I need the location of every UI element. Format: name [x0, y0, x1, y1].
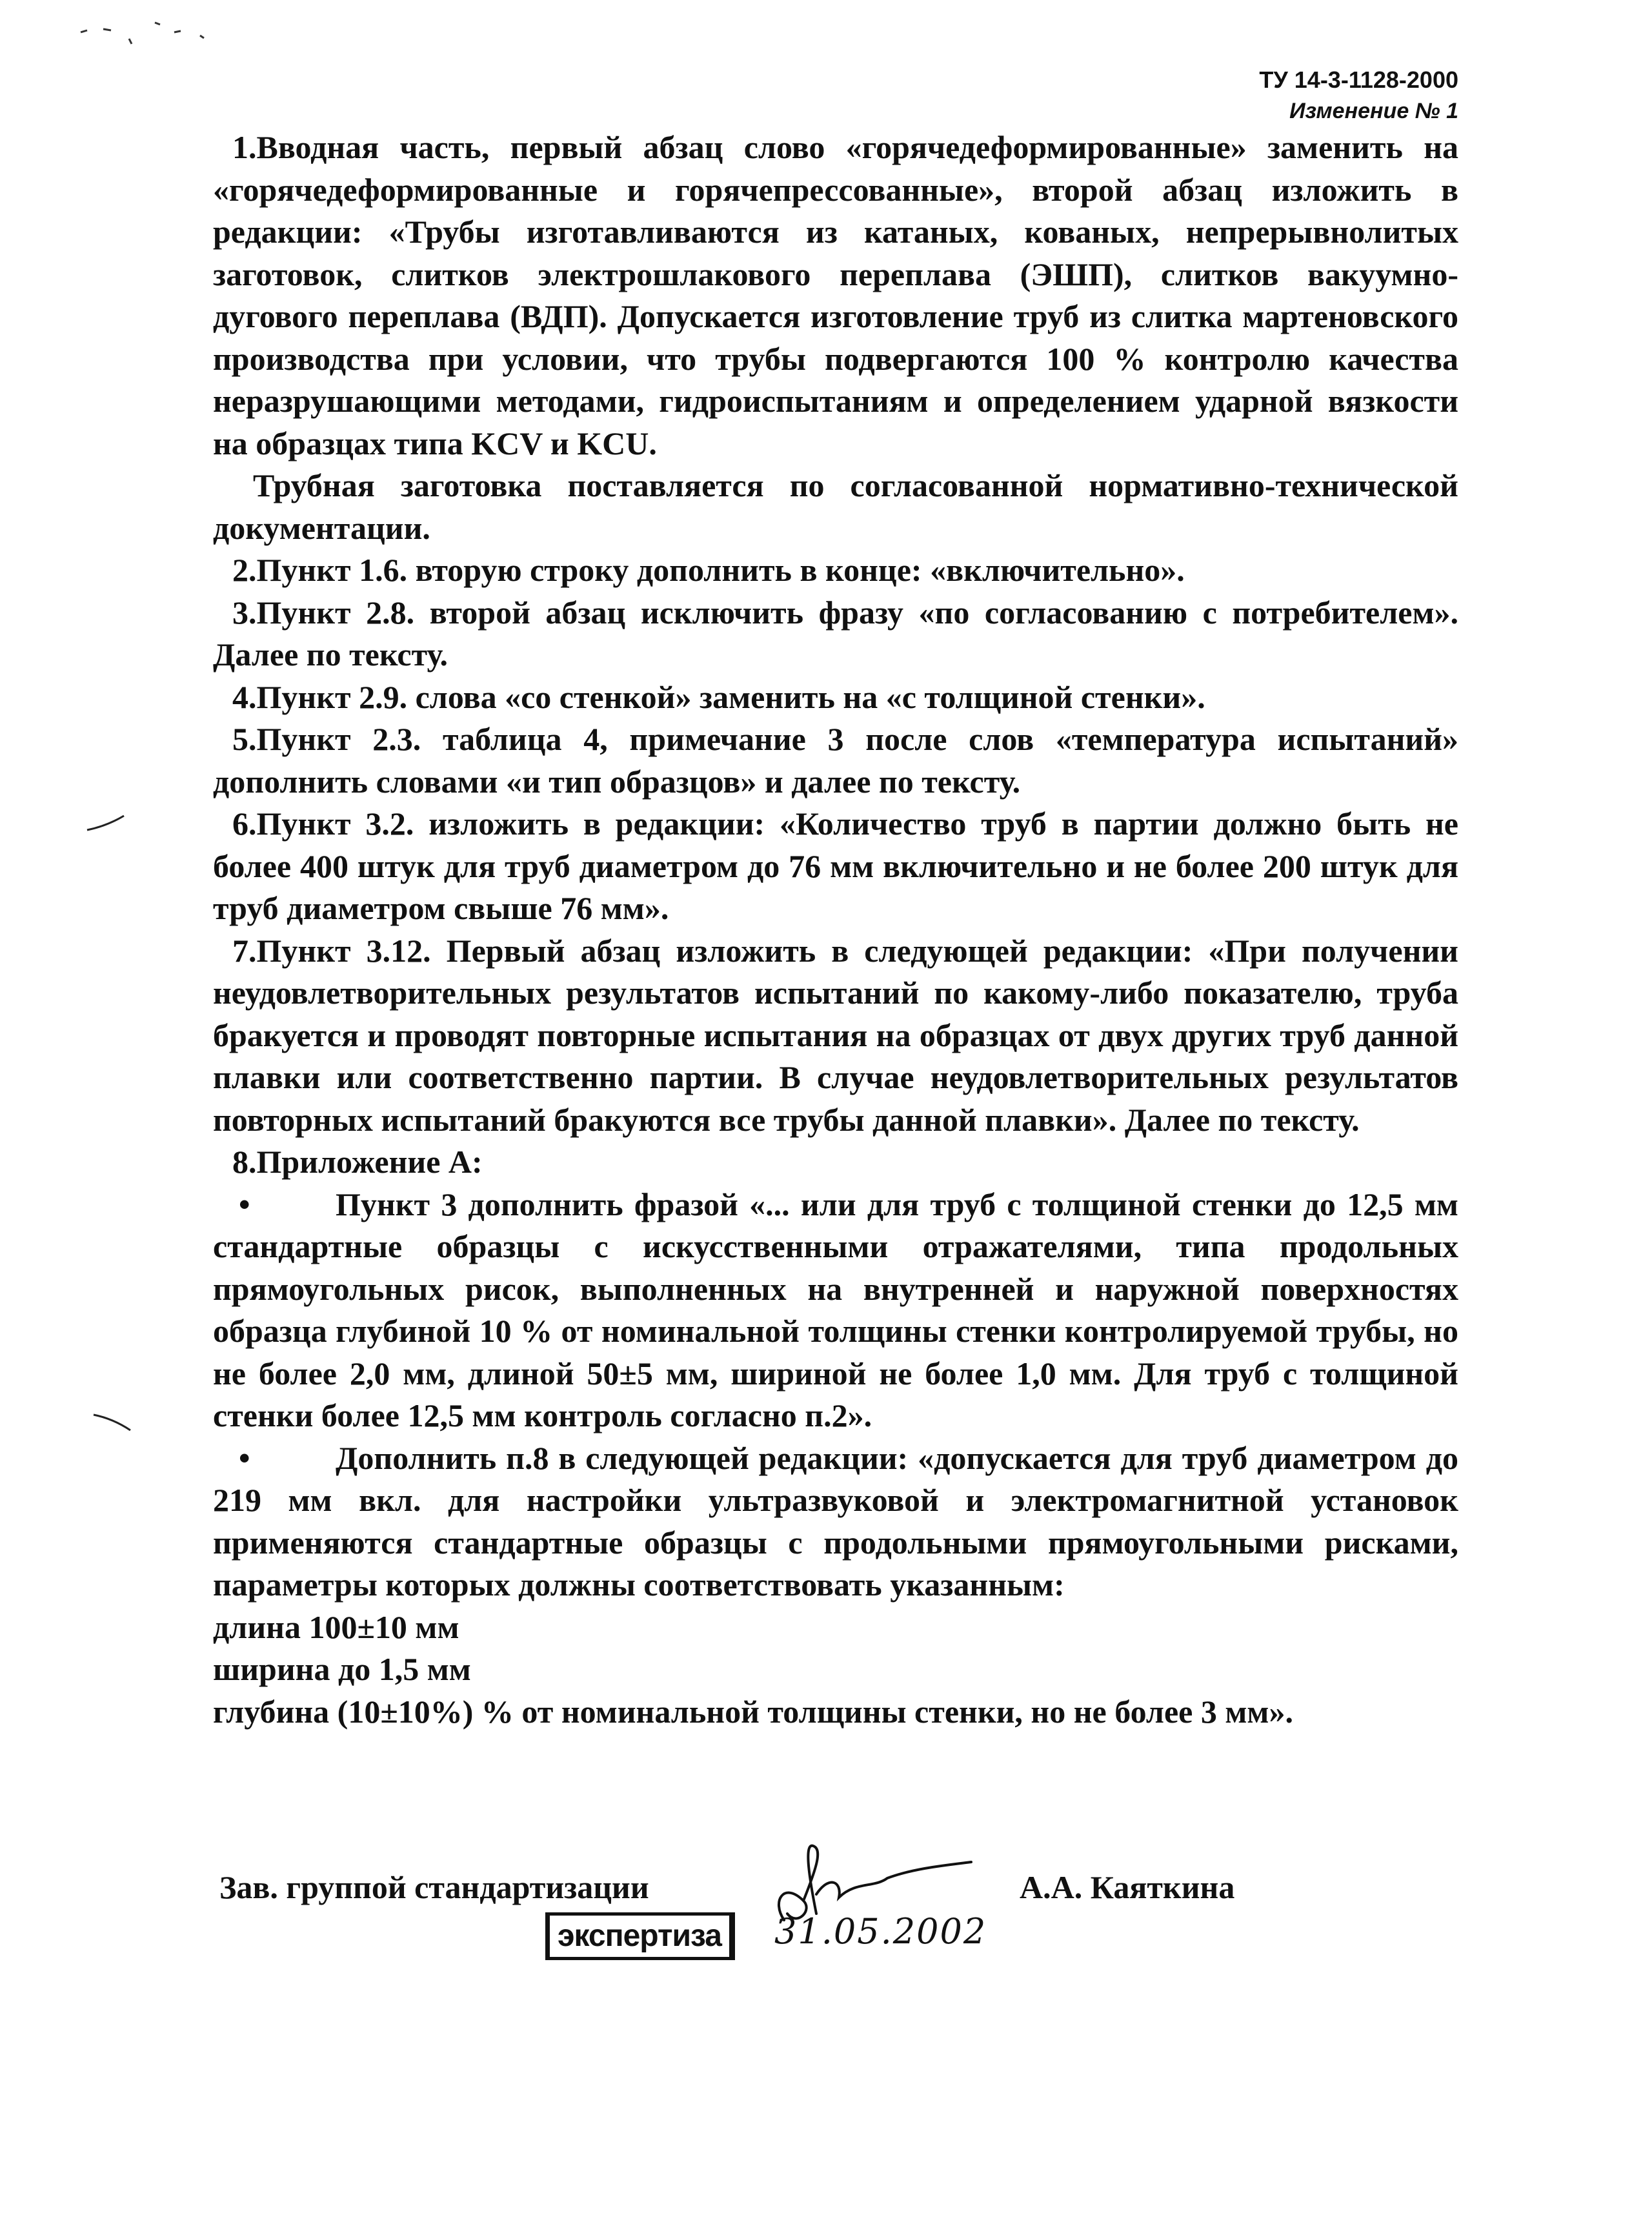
paragraph-text: 3.Пункт 2.8. второй абзац исключить фразу «по согласованию с потребителем». Далее по тексту. [213, 594, 1458, 673]
bullet-icon: • [239, 1439, 250, 1476]
paragraph-item-2 [213, 549, 1458, 592]
paragraph-text: Трубная заготовка поставляется по согласованной нормативно-технической документации. [213, 467, 1458, 546]
bullet-text: Пункт 3 дополнить фразой «... или для труб с толщиной стенки до 12,5 мм стандартные образцы с искусственными отражателями, типа продольных прямоугольных рисок, выполненных на внутренней и наружной поверхностях образца глубиной 10 % от номинальной толщины стенки контролируемой трубы, но не более 2,0 мм, длиной 50±5 мм, шириной не более 1,0 мм. Для труб с толщиной стенки более 12,5 мм контроль согласно п.2». [213, 1186, 1458, 1433]
param-width: ширина до 1,5 мм [213, 1651, 471, 1687]
paragraph-item-8 [213, 1141, 1458, 1184]
paragraph-text: 8.Приложение А: [232, 1144, 483, 1180]
paragraph-text: 5.Пункт 2.3. таблица 4, примечание 3 после слов «температура испытаний» дополнить словами «и тип образцов» и далее по тексту. [213, 721, 1458, 800]
bullet-item-1 [213, 1184, 1458, 1437]
paragraph-text: 2.Пункт 1.6. вторую строку дополнить в конце: «включительно». [232, 552, 1185, 588]
signer-name: А.А. Каяткина [1020, 1869, 1235, 1905]
scan-artifact-marks [77, 13, 219, 52]
paragraph-item-6 [213, 803, 1458, 930]
paragraph-text: 4.Пункт 2.9. слова «со стенкой» заменить на «с толщиной стенки». [232, 678, 1205, 715]
paragraph-intro-change [213, 127, 1458, 465]
signature-date: 31.05.2002 [774, 1911, 987, 1952]
document-body [213, 127, 1458, 1733]
param-length: длина 100±10 мм [213, 1608, 459, 1645]
bullet-icon: • [239, 1186, 250, 1222]
bullet-text: Дополнить п.8 в следующей редакции: «допускается для труб диаметром до 219 мм вкл. для настройки ультразвуковой и электромагнитной установок применяются стандартные образцы с продольными прямоугольными рисками, параметры которых должны соответствовать указанным: [213, 1439, 1458, 1603]
paragraph-item-7 [213, 930, 1458, 1142]
paragraph-text: 1.Вводная часть, первый абзац слово «горячедеформированные» заменить на «горячедеформированные и горячепрессованные», второй абзац изложить в редакции: «Трубы изготавливаются из катаных, кованых, непрерывнолитых заготовок, слитков электрошлакового переплава (ЭШП), слитков вакуумно-дугового переплава (ВДП). Допускается изготовление труб из слитка мартеновского производства при условии, что трубы подвергаются 100 % контролю качества неразрушающими методами, гидроиспытаниям и определением ударной вязкости на образцах типа KCV и KCU. [213, 129, 1458, 461]
expertise-stamp: экспертиза [545, 1912, 735, 1960]
paragraph-item-4 [213, 676, 1458, 719]
paragraph-text: 6.Пункт 3.2. изложить в редакции: «Количество труб в партии должно быть не более 400 штук для труб диаметром до 76 мм включительно и не более 200 штук для труб диаметром свыше 76 мм». [213, 805, 1458, 926]
change-number: Изменение № 1 [1289, 99, 1458, 123]
bullet-item-2 [213, 1437, 1458, 1606]
signer-role: Зав. группой стандартизации [219, 1869, 649, 1905]
paragraph-item-5 [213, 718, 1458, 803]
document-code: ТУ 14-3-1128-2000 [1259, 66, 1458, 93]
signature-block [219, 1868, 1446, 2036]
paragraph-text: 7.Пункт 3.12. Первый абзац изложить в следующей редакции: «При получении неудовлетворительных результатов испытаний по какому-либо показателю, труба бракуется и проводят повторные испытания на образцах от двух других труб данной плавки или соответственно партии. В случае неудовлетворительных результатов повторных испытаний бракуются все трубы данной плавки». Далее по тексту. [213, 932, 1458, 1138]
paragraph-item-3 [213, 592, 1458, 676]
param-depth: глубина (10±10%) % от номинальной толщины стенки, но не более 3 мм». [213, 1693, 1293, 1730]
paragraph-billet [213, 465, 1458, 549]
document-header [1259, 65, 1458, 127]
margin-pencil-mark [84, 812, 136, 838]
margin-pencil-mark [90, 1408, 142, 1434]
